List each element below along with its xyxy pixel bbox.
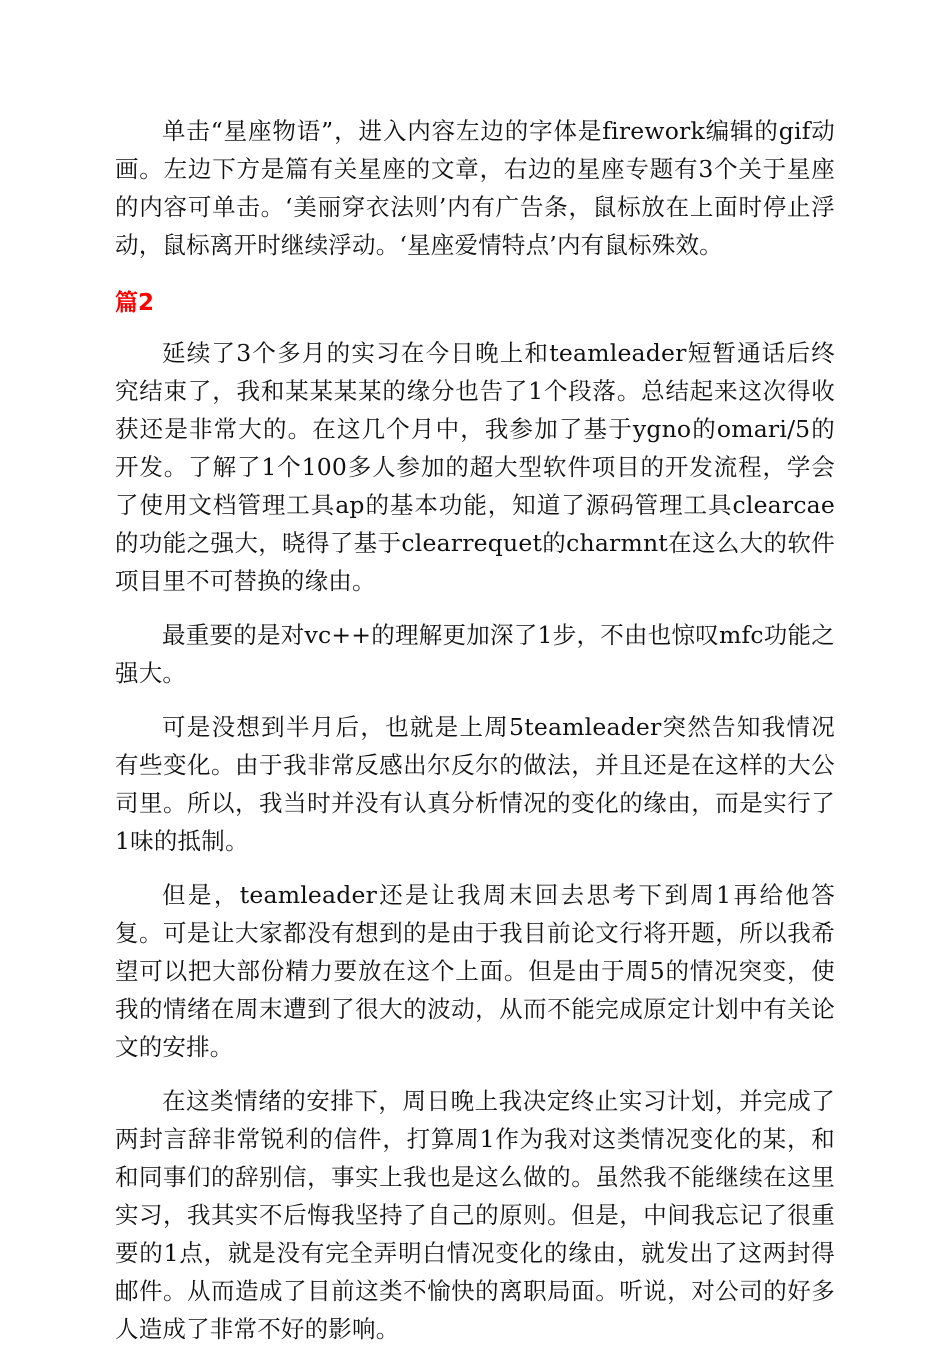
document-body [115, 112, 835, 1348]
body-paragraph: 可是没想到半月后，也就是上周5teamleader突然告知我情况有些变化。由于我非常反感出尔反尔的做法，并且还是在这样的大公司里。所以，我当时并没有认真分析情况的变化的缘由，而是实行了1味的抵制。 [115, 713, 835, 855]
body-paragraph: 最重要的是对vc++的理解更加深了1步，不由也惊叹mfc功能之强大。 [115, 621, 835, 687]
section-heading: 篇2 [115, 290, 155, 316]
body-paragraph: 延续了3个多月的实习在今日晚上和teamleader短暂通话后终究结束了，我和某某某某的缘分也告了1个段落。总结起来这次得收获还是非常大的。在这几个月中，我参加了基于ygno的omari/5的开发。了解了1个100多人参加的超大型软件项目的开发流程，学会了使用文档管理工具ap的基本功能，知道了源码管理工具clearcae的功能之强大，晓得了基于clearrequet的charmnt在这么大的软件项目里不可替换的缘由。 [115, 339, 835, 595]
body-paragraph: 但是，teamleader还是让我周末回去思考下到周1再给他答复。可是让大家都没有想到的是由于我目前论文行将开题，所以我希望可以把大部份精力要放在这个上面。但是由于周5的情况突变，使我的情绪在周末遭到了很大的波动，从而不能完成原定计划中有关论文的安排。 [115, 881, 835, 1061]
body-paragraph: 在这类情绪的安排下，周日晚上我决定终止实习计划，并完成了两封言辞非常锐利的信件，打算周1作为我对这类情况变化的某，和和同事们的辞别信，事实上我也是这么做的。虽然我不能继续在这里实习，我其实不后悔我坚持了自己的原则。但是，中间我忘记了很重要的1点，就是没有完全弄明白情况变化的缘由，就发出了这两封得邮件。从而造成了目前这类不愉快的离职局面。听说，对公司的好多人造成了非常不好的影响。 [115, 1087, 835, 1343]
intro-paragraph: 单击“星座物语”，进入内容左边的字体是firework编辑的gif动画。左边下方是篇有关星座的文章，右边的星座专题有3个关于星座的内容可单击。‘美丽穿衣法则’内有广告条，鼠标放在上面时停止浮动，鼠标离开时继续浮动。‘星座爱情特点’内有鼠标殊效。 [115, 117, 835, 259]
